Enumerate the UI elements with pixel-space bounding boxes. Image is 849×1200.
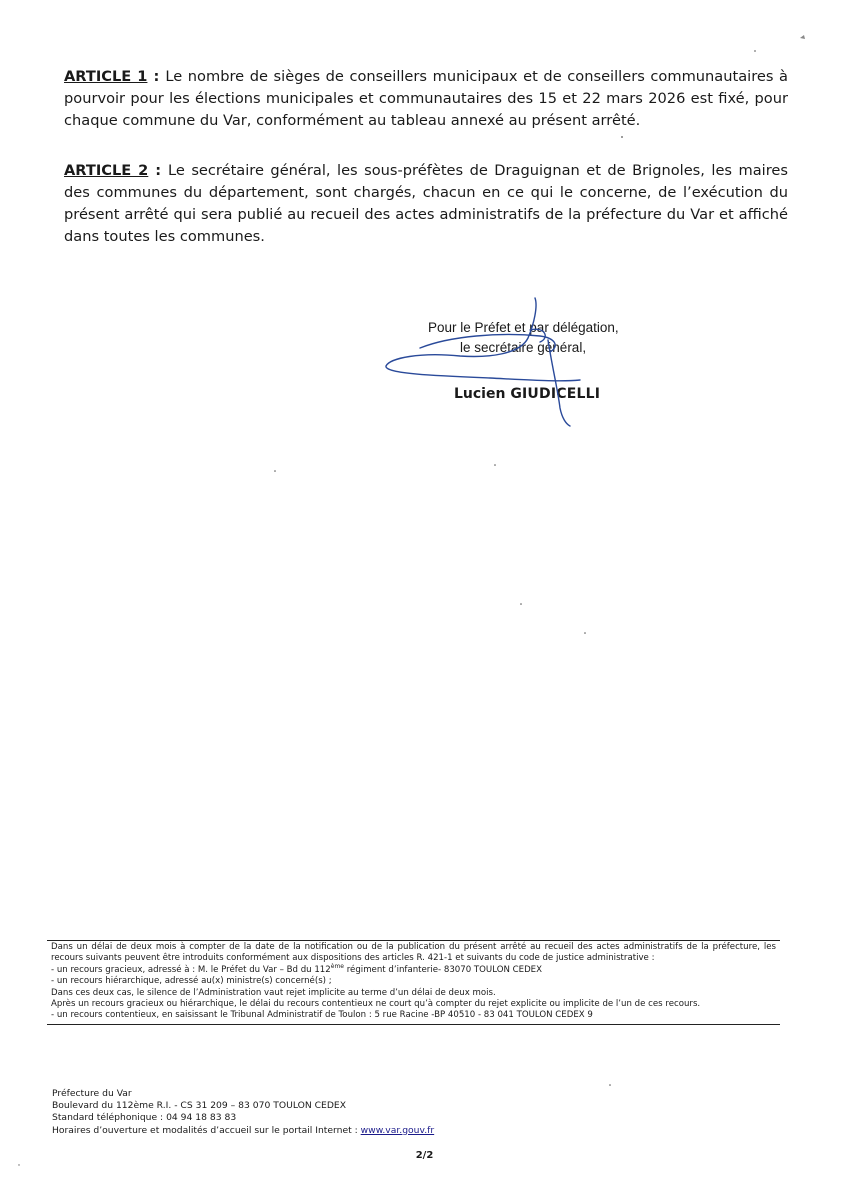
signature-strokes: [386, 298, 580, 426]
website-link[interactable]: www.var.gouv.fr: [360, 1124, 435, 1136]
article-2-heading: ARTICLE 2: [64, 162, 149, 179]
signatory-first-name: Lucien: [454, 386, 506, 402]
article-1: ARTICLE 1 : Le nombre de sièges de conseillers municipaux et de conseillers communautaires à pourvoir pour les élections municipales et communautaires des 15 et 22 mars 2026 est fixé, pour chaque commune du Var, conformément au tableau annexé au présent arrêté.: [64, 68, 788, 129]
page-number: 2/2: [415, 1150, 434, 1161]
signatory-name: [454, 386, 600, 402]
signatory-last-name: GIUDICELLI: [510, 386, 601, 402]
legal-notice-recours-hierarchique: - un recours hiérarchique, adressé au(x) ministre(s) concerné(s) ;: [51, 976, 332, 987]
footer-phone: Standard téléphonique : 04 94 18 83 83: [52, 1112, 237, 1124]
signature-delegation-line: Pour le Préfet et par délégation,: [428, 320, 619, 335]
article-2: ARTICLE 2 : Le secrétaire général, les sous-préfètes de Draguignan et de Brignoles, les maires des communes du département, sont chargés, chacun en ce qui le concerne, de l’exécution du présent arrêté qui sera publié au recueil des actes administratifs de la préfecture du Var et affiché dans toutes les communes.: [64, 162, 788, 245]
legal-notice-recours-gracieux: - un recours gracieux, adressé à : M. le Préfet du Var – Bd du 112ème régiment d’infanterie- 83070 TOULON CEDEX: [51, 962, 542, 975]
article-1-text: Le nombre de sièges de conseillers municipaux et de conseillers communautaires à pourvoir pour les élections municipales et communautaires des 15 et 22 mars 2026 est fixé, pour chaque commune du Var, conformément au tableau annexé au présent arrêté.: [64, 68, 788, 129]
legal-notice-intro: Dans un délai de deux mois à compter de la date de la notification ou de la publication du présent arrêté au recueil des actes administratifs de la préfecture, les recours suivants peuvent être introduits conformément aux dispositions des articles R. 421-1 et suivants du code de justice administrative :: [51, 942, 776, 964]
footer-hours: Horaires d’ouverture et modalités d’accueil sur le portail Internet : www.var.gouv.fr: [52, 1124, 435, 1136]
legal-notice-box: [47, 940, 780, 1025]
footer: [52, 1088, 434, 1137]
footer-address: Boulevard du 112ème R.I. - CS 31 209 – 83 070 TOULON CEDEX: [52, 1100, 347, 1112]
handwritten-signature: [380, 296, 670, 436]
article-2-text: Le secrétaire général, les sous-préfètes de Draguignan et de Brignoles, les maires des communes du département, sont chargés, chacun en ce qui le concerne, de l’exécution du présent arrêté qui sera publié au recueil des actes administratifs de la préfecture du Var et affiché dans toutes les communes.: [64, 162, 788, 245]
footer-name: Préfecture du Var: [52, 1088, 132, 1099]
legal-notice-silence: Dans ces deux cas, le silence de l’Administration vaut rejet implicite au terme d’un délai de deux mois.: [51, 987, 496, 998]
legal-notice-delai: Après un recours gracieux ou hiérarchique, le délai du recours contentieux ne court qu’à compter du rejet explicite ou implicite de l’un de ces recours.: [51, 999, 701, 1010]
article-1-heading: ARTICLE 1: [64, 68, 148, 85]
signature-block: [380, 296, 670, 436]
legal-notice-recours-contentieux: - un recours contentieux, en saisissant le Tribunal Administratif de Toulon : 5 rue Racine -BP 40510 - 83 041 TOULON CEDEX 9: [51, 1010, 593, 1021]
signature-title-line: le secrétaire général,: [460, 340, 587, 355]
